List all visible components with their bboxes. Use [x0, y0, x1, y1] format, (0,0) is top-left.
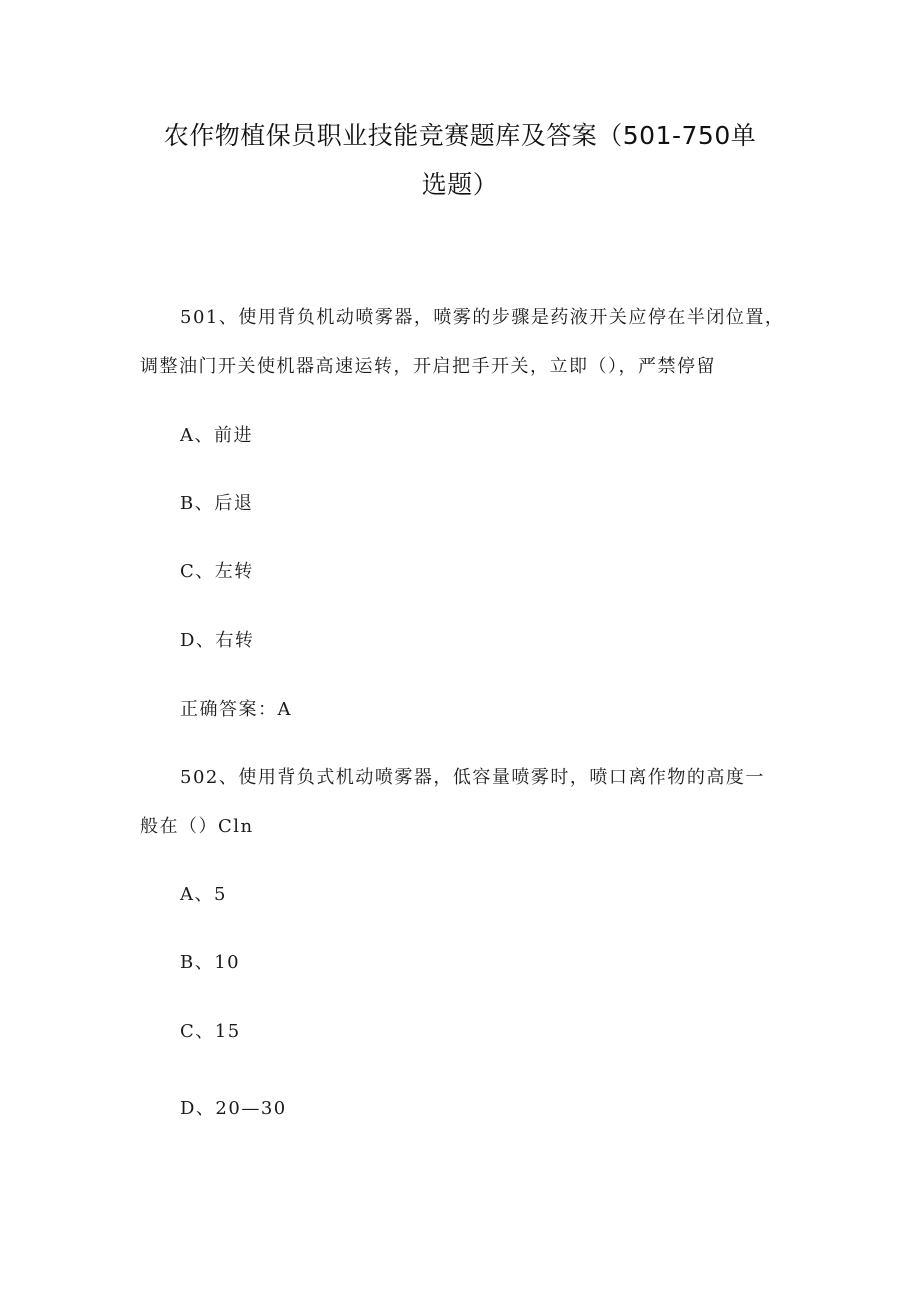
question-502-option-c: C、15: [180, 1021, 241, 1042]
question-501-text-line-1: 501、使用背负机动喷雾器，喷雾的步骤是药液开关应停在半闭位置，: [180, 307, 785, 328]
question-501-option-a: A、前进: [180, 425, 253, 446]
question-502-text-line-1: 502、使用背负式机动喷雾器，低容量喷雾时，喷口离作物的高度一: [180, 767, 765, 788]
question-501-option-c: C、左转: [180, 561, 254, 582]
question-501-text-line-2: 调整油门开关使机器高速运转，开启把手开关，立即（），严禁停留: [140, 356, 716, 377]
question-501-answer: 正确答案：A: [180, 699, 292, 720]
question-501-option-b: B、后退: [180, 493, 254, 514]
document-title-line-2: 选题）: [421, 170, 499, 199]
question-502-text-line-2: 般在（）Cln: [140, 816, 254, 837]
question-501-option-d: D、右转: [180, 630, 255, 651]
question-502-option-d: D、20—30: [180, 1098, 287, 1119]
question-502-option-a: A、5: [180, 884, 227, 905]
question-502-option-b: B、10: [180, 952, 241, 973]
document-title-line-1: 农作物植保员职业技能竞赛题库及答案（501-750单: [163, 121, 757, 150]
